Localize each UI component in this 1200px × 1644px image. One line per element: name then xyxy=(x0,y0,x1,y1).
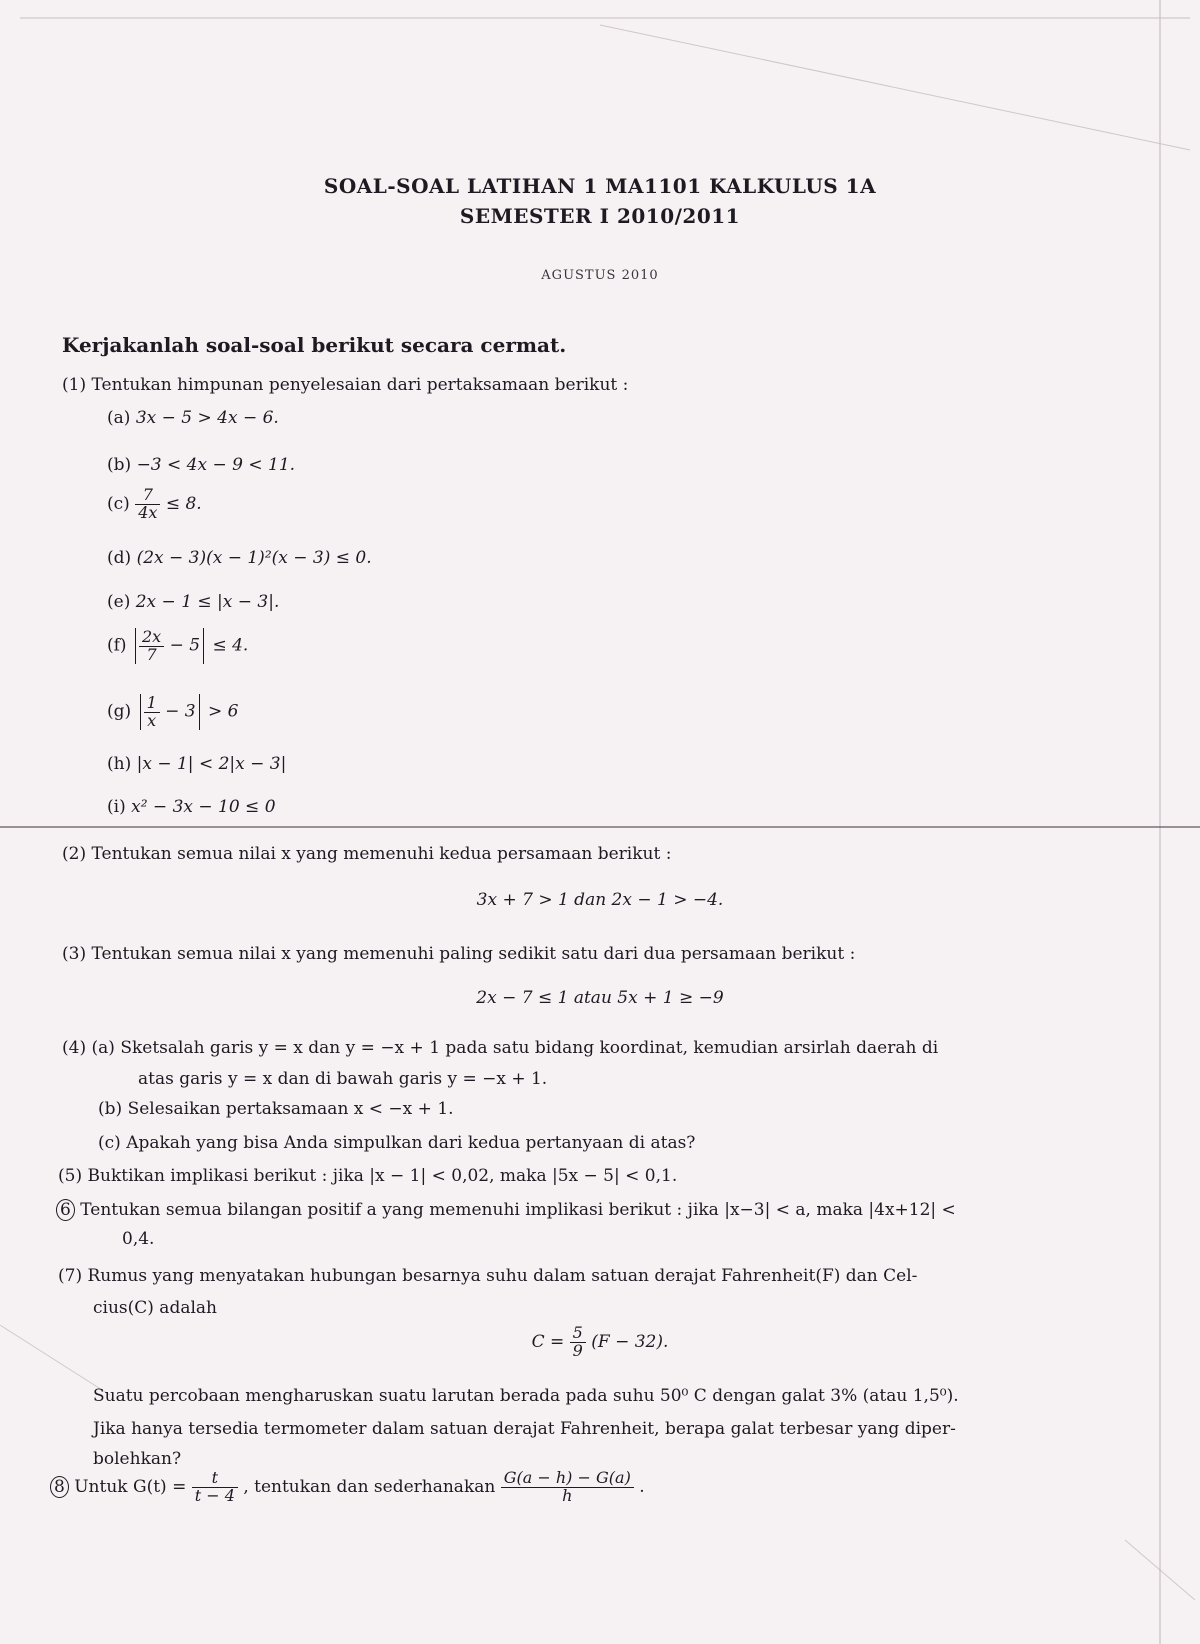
formula-right: (F − 32). xyxy=(591,1331,669,1352)
question-4a-continued: atas garis y = x dan di bawah garis y = −x + 1. xyxy=(138,1069,548,1089)
item-expression: 3x − 5 > 4x − 6. xyxy=(135,408,279,428)
fraction xyxy=(570,1325,586,1360)
abs-bar-left xyxy=(135,628,136,664)
question-number: (4) xyxy=(62,1038,87,1058)
question-text: Untuk G(t) = xyxy=(74,1476,187,1497)
question-7 xyxy=(58,1266,917,1286)
difference-quotient xyxy=(501,1470,634,1505)
item-expression: ≤ 4. xyxy=(212,635,249,656)
fraction xyxy=(139,626,164,664)
question-3 xyxy=(62,944,855,964)
item-expression: x² − 3x − 10 ≤ 0 xyxy=(131,797,276,817)
fraction xyxy=(192,1470,238,1505)
abs-bar-left xyxy=(140,694,141,730)
item-label: (c) xyxy=(107,493,130,514)
question-7-line4: Jika hanya tersedia termometer dalam satuan derajat Fahrenheit, berapa galat terbesar yang diper- xyxy=(93,1419,956,1439)
item-expression: (2x − 3)(x − 1)²(x − 3) ≤ 0. xyxy=(136,548,372,568)
document-subtitle: SEMESTER I 2010/2011 xyxy=(459,204,741,228)
question-2-expression: 3x + 7 > 1 dan 2x − 1 > −4. xyxy=(476,890,724,910)
item-expression: 2x − 1 ≤ |x − 3|. xyxy=(135,592,280,612)
question-1f xyxy=(107,628,248,664)
abs-bar-right xyxy=(203,628,204,664)
fold-line xyxy=(0,826,1200,828)
question-text: Apakah yang bisa Anda simpulkan dari kedua pertanyaan di atas? xyxy=(126,1133,696,1153)
item-label: (a) xyxy=(91,1038,115,1058)
question-text-end: . xyxy=(639,1476,645,1497)
question-7-line5: bolehkan? xyxy=(93,1449,182,1469)
question-number-circled: 6 xyxy=(56,1199,75,1221)
question-text: Buktikan implikasi berikut : jika |x − 1| < 0,02, maka |5x − 5| < 0,1. xyxy=(87,1166,678,1186)
question-text: Rumus yang menyatakan hubungan besarnya suhu dalam satuan derajat Fahrenheit(F) dan Cel- xyxy=(87,1266,918,1286)
fraction-denominator: 7 xyxy=(146,644,157,664)
fraction-numerator: G(a − h) − G(a) xyxy=(501,1470,634,1488)
fraction-numerator: t xyxy=(192,1470,238,1488)
question-1b xyxy=(107,455,295,475)
item-label: (i) xyxy=(107,797,126,817)
question-1c xyxy=(107,487,202,522)
question-text: Tentukan semua bilangan positif a yang memenuhi implikasi berikut : jika |x−3| < a, maka |4x+12| < xyxy=(80,1200,956,1220)
question-1d xyxy=(107,548,372,568)
question-4c xyxy=(98,1133,695,1153)
question-number: (7) xyxy=(58,1266,83,1286)
question-number: (2) xyxy=(62,844,87,864)
item-label: (e) xyxy=(107,592,131,612)
question-text: Tentukan semua nilai x yang memenuhi kedua persamaan berikut : xyxy=(91,844,672,864)
item-expression: −3 < 4x − 9 < 11. xyxy=(136,455,296,475)
question-text: Selesaikan pertaksamaan x < −x + 1. xyxy=(127,1099,454,1119)
question-1i xyxy=(107,797,276,817)
fraction-denominator: h xyxy=(562,1485,573,1505)
item-label: (b) xyxy=(98,1099,123,1119)
fraction-denominator: x xyxy=(147,710,157,730)
question-4a xyxy=(62,1038,938,1058)
question-1e xyxy=(107,592,279,612)
fraction-numerator: 1 xyxy=(144,695,160,713)
fraction-denominator: 4x xyxy=(138,502,158,522)
question-3-expression: 2x − 7 ≤ 1 atau 5x + 1 ≥ −9 xyxy=(476,988,724,1008)
question-text: Tentukan semua nilai x yang memenuhi paling sedikit satu dari dua persamaan berikut : xyxy=(91,944,856,964)
item-expression-middle: − 5 xyxy=(169,635,201,656)
item-label: (f) xyxy=(107,635,127,656)
question-text: Tentukan himpunan penyelesaian dari pertaksamaan berikut : xyxy=(91,375,629,395)
item-label: (g) xyxy=(107,701,132,722)
question-number: (3) xyxy=(62,944,87,964)
item-label: (c) xyxy=(98,1133,121,1153)
question-7-continued: cius(C) adalah xyxy=(93,1298,217,1318)
item-expression-middle: − 3 xyxy=(165,701,196,722)
item-label: (b) xyxy=(107,455,132,475)
question-text-middle: , tentukan dan sederhanakan xyxy=(243,1476,496,1497)
formula-left: C = xyxy=(531,1331,565,1352)
item-expression: |x − 1| < 2|x − 3| xyxy=(136,754,287,774)
question-1 xyxy=(62,375,628,395)
question-1g xyxy=(107,694,239,730)
question-6 xyxy=(56,1199,956,1221)
question-text: Sketsalah garis y = x dan y = −x + 1 pada satu bidang koordinat, kemudian arsirlah daerah di xyxy=(120,1038,939,1058)
question-1h xyxy=(107,754,286,774)
item-expression: > 6 xyxy=(208,701,239,722)
question-6-continued: 0,4. xyxy=(122,1229,155,1249)
document-date: AGUSTUS 2010 xyxy=(541,268,659,283)
item-label: (a) xyxy=(107,408,131,428)
question-2 xyxy=(62,844,671,864)
question-number: (5) xyxy=(58,1166,83,1186)
fraction-numerator: 7 xyxy=(135,487,160,505)
abs-bar-right xyxy=(199,694,200,730)
fraction-denominator: t − 4 xyxy=(194,1485,235,1505)
fraction-numerator: 2x xyxy=(139,629,164,647)
question-7-line3: Suatu percobaan mengharuskan suatu larutan berada pada suhu 50⁰ C dengan galat 3% (atau 1,5⁰). xyxy=(93,1386,959,1406)
fraction-denominator: 9 xyxy=(572,1340,583,1360)
fraction xyxy=(144,692,160,730)
instruction: Kerjakanlah soal-soal berikut secara cermat. xyxy=(62,333,567,357)
item-expression: ≤ 8. xyxy=(165,493,202,514)
question-4b xyxy=(98,1099,454,1119)
question-number: (1) xyxy=(62,375,87,395)
question-8 xyxy=(50,1470,645,1505)
question-number-circled: 8 xyxy=(50,1476,69,1498)
question-5 xyxy=(58,1166,677,1186)
fraction-numerator: 5 xyxy=(570,1325,586,1343)
item-label: (h) xyxy=(107,754,132,774)
item-label: (d) xyxy=(107,548,132,568)
fraction xyxy=(135,487,160,522)
document-title: SOAL-SOAL LATIHAN 1 MA1101 KALKULUS 1A xyxy=(323,174,877,198)
conversion-formula xyxy=(0,1325,1200,1360)
question-1a xyxy=(107,408,279,428)
